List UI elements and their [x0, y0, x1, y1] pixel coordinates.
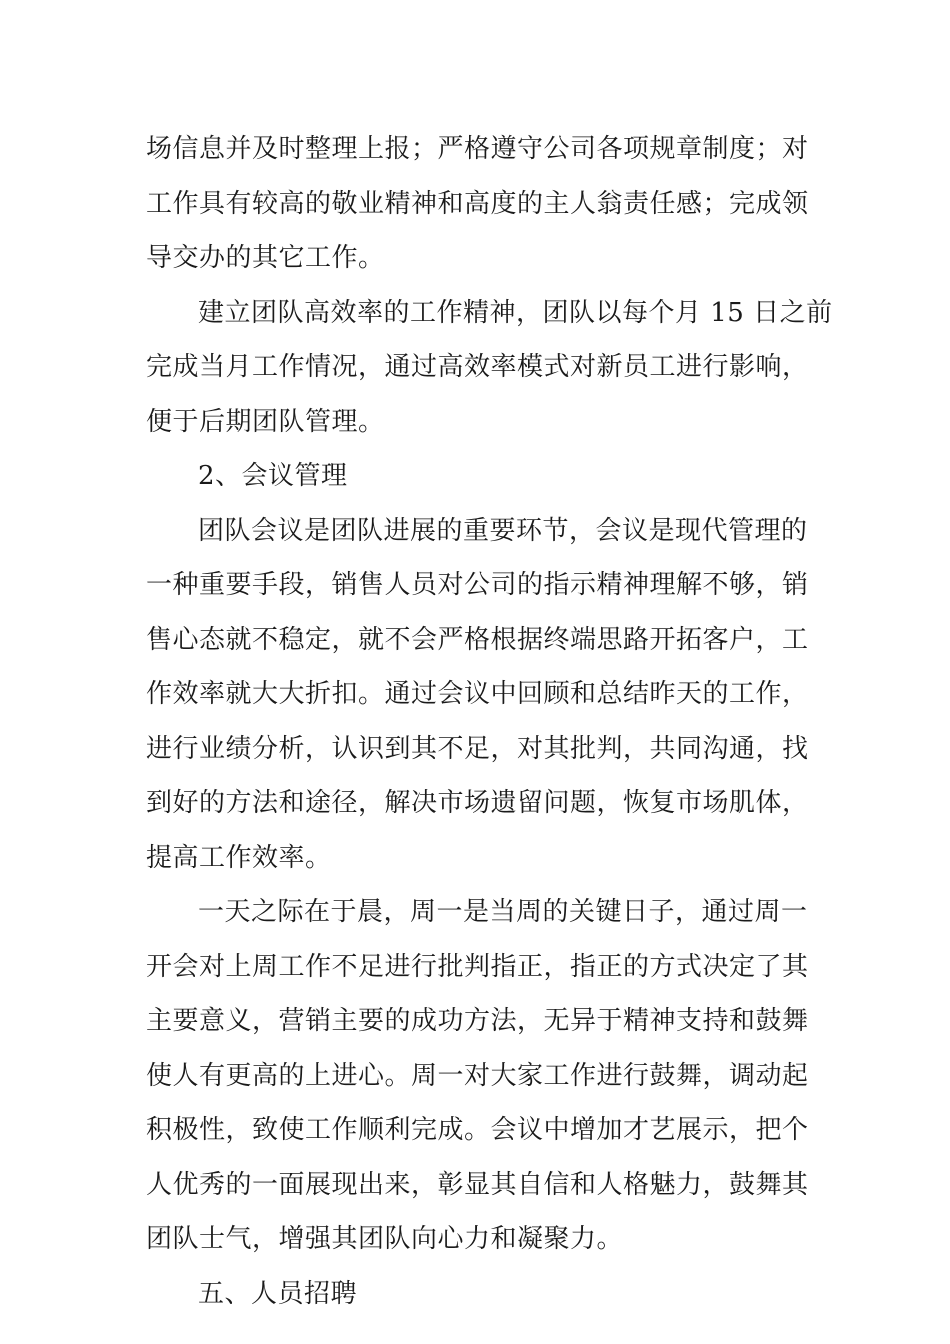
text-line: 便于后期团队管理。 [146, 406, 385, 437]
paragraph-first-line: 建立团队高效率的工作精神，团队以每个月 15 日之前 [198, 297, 833, 328]
text-line: 作效率就大大折扣。通过会议中回顾和总结昨天的工作， [146, 679, 809, 709]
text-line: 完成当月工作情况，通过高效率模式对新员工进行影响， [146, 352, 809, 382]
text-line: 到好的方法和途径，解决市场遗留问题，恢复市场肌体， [146, 788, 809, 818]
text-line: 提高工作效率。 [146, 842, 332, 873]
text-line: 开会对上周工作不足进行批判指正，指正的方式决定了其 [146, 951, 809, 982]
text-line: 积极性，致使工作顺利完成。会议中增加才艺展示，把个 [146, 1115, 809, 1145]
paragraph-first-line: 团队会议是团队进展的重要环节，会议是现代管理的 [198, 515, 808, 546]
text-line: 一种重要手段，销售人员对公司的指示精神理解不够，销 [146, 570, 809, 600]
document-body [146, 122, 833, 1321]
text-line: 使人有更高的上进心。周一对大家工作进行鼓舞，调动起 [146, 1060, 809, 1091]
text-line: 工作具有较高的敬业精神和高度的主人翁责任感；完成领 [146, 188, 809, 219]
text-line: 场信息并及时整理上报；严格遵守公司各项规章制度；对 [146, 134, 809, 164]
section-heading-recruitment: 五、人员招聘 [198, 1278, 358, 1309]
text-line: 售心态就不稳定，就不会严格根据终端思路开拓客户，工 [146, 624, 809, 655]
text-line: 导交办的其它工作。 [146, 243, 385, 273]
paragraph-first-line: 一天之际在于晨，周一是当周的关键日子，通过周一 [198, 897, 808, 927]
text-line: 主要意义，营销主要的成功方法，无异于精神支持和鼓舞 [146, 1006, 809, 1036]
text-line: 进行业绩分析，认识到其不足，对其批判，共同沟通，找 [146, 733, 809, 764]
text-line: 人优秀的一面展现出来，彰显其自信和人格魅力，鼓舞其 [146, 1169, 809, 1200]
section-heading-meeting-management: 2、会议管理 [198, 461, 348, 491]
text-line: 团队士气，增强其团队向心力和凝聚力。 [146, 1224, 624, 1254]
